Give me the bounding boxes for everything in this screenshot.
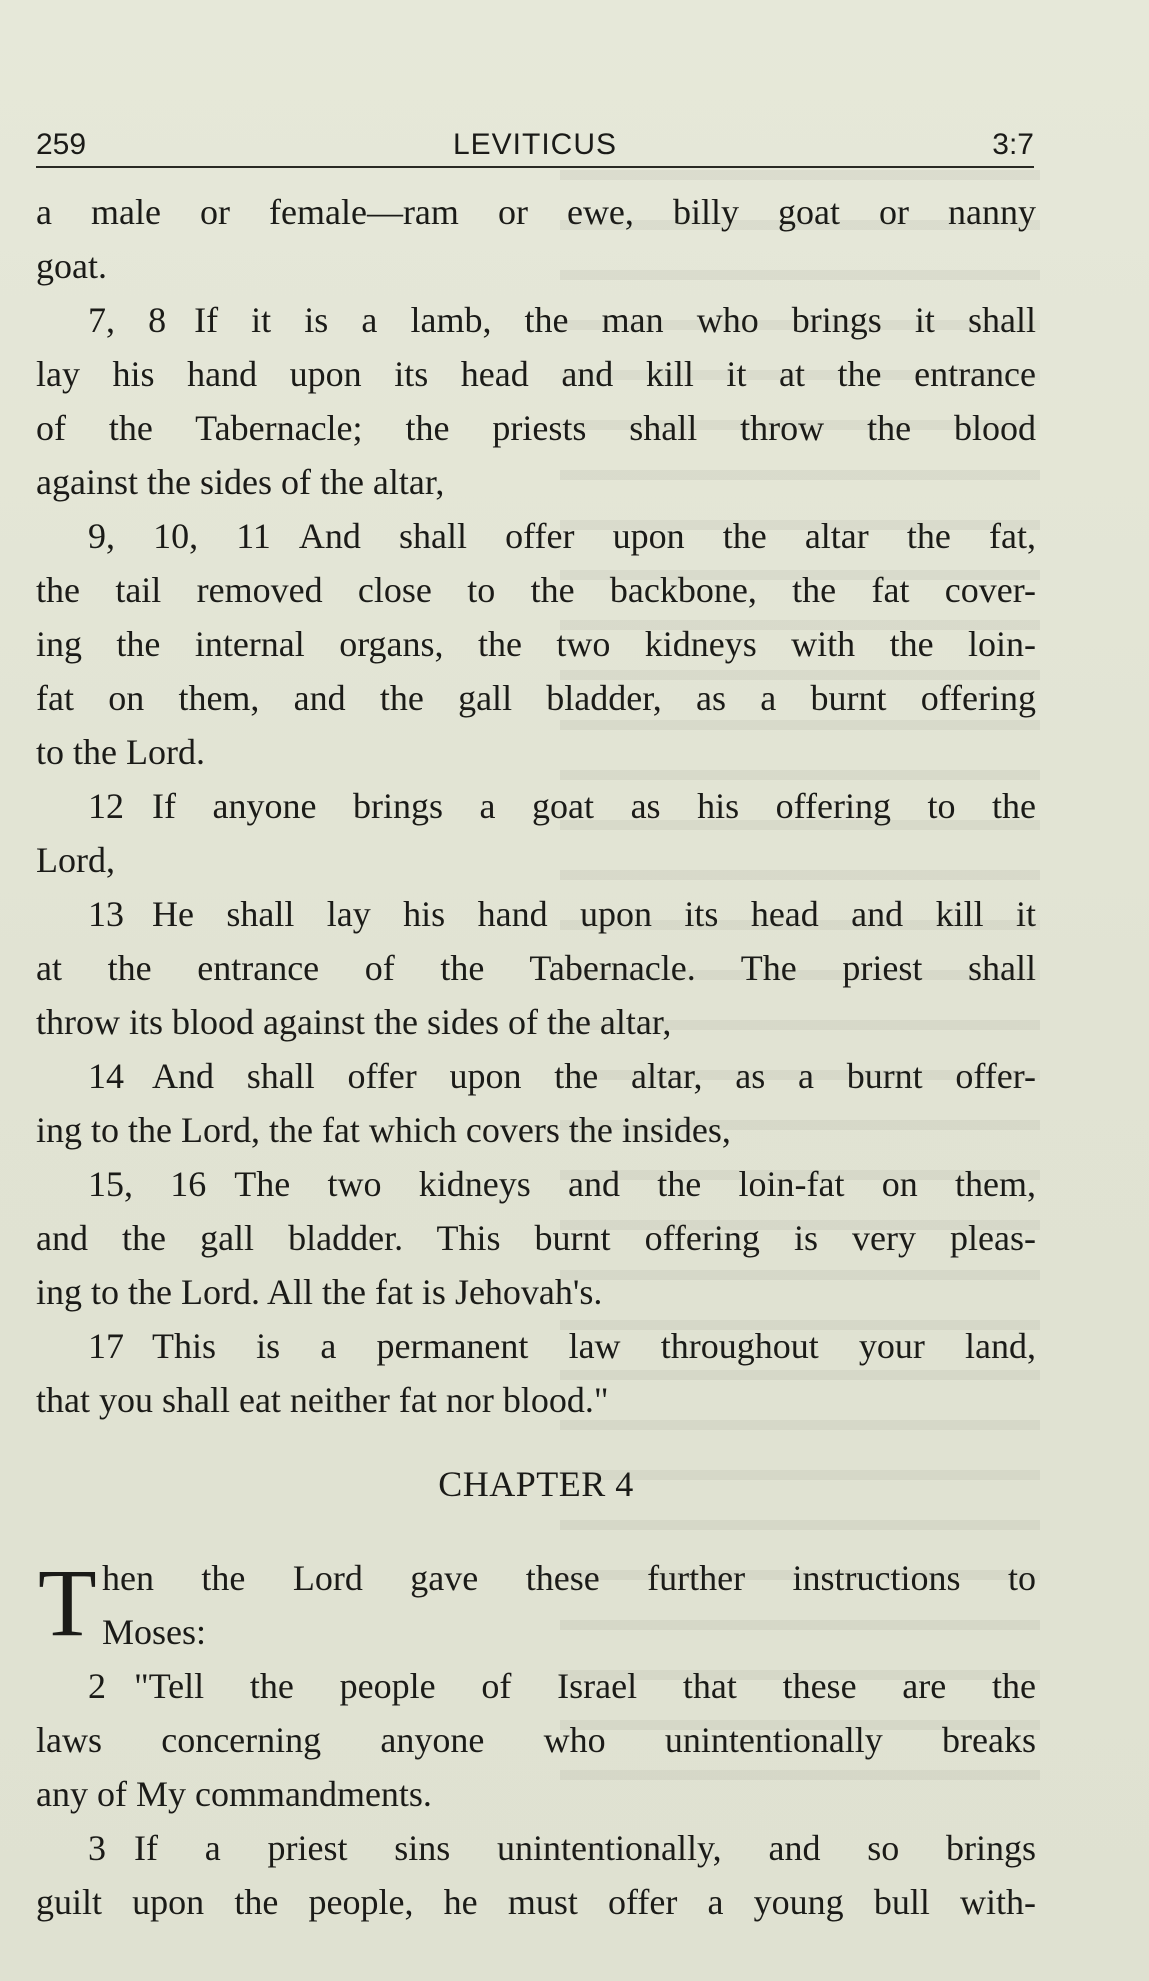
text-line: ing to the Lord. All the fat is Jehovah's.: [36, 1272, 603, 1312]
text-line: [36, 293, 1036, 347]
opening-text: hen the Lord gave these further instructions to: [102, 1558, 1036, 1598]
verse-number: 7, 8: [88, 300, 167, 340]
running-header: [36, 126, 1034, 168]
text-line: [36, 509, 1036, 563]
text-line: any of My commandments.: [36, 1774, 432, 1814]
text-line: lay his hand upon its head and kill it at the entrance: [36, 354, 1036, 394]
verse-number: 2: [88, 1666, 106, 1706]
text-line: the tail removed close to the backbone, the fat cover-: [36, 570, 1036, 610]
verse-text: The two kidneys and the loin-fat on them,: [234, 1164, 1036, 1204]
verse-number: 9, 10, 11: [88, 516, 271, 556]
text-line: [36, 1821, 1036, 1875]
verse-text: This is a permanent law throughout your land,: [152, 1326, 1036, 1366]
chapter-opening-paragraph: [36, 1551, 1036, 1659]
verse-paragraph: [36, 1659, 1036, 1821]
verse-text: If a priest sins unintentionally, and so brings: [134, 1828, 1036, 1868]
text-line: ing the internal organs, the two kidneys with the loin-: [36, 624, 1036, 664]
verse-number: 17: [88, 1326, 124, 1366]
verse-paragraph: [36, 1319, 1036, 1427]
verse-text: And shall offer upon the altar the fat,: [298, 516, 1036, 556]
text-line: against the sides of the altar,: [36, 462, 445, 502]
text-line: [36, 887, 1036, 941]
text-line: throw its blood against the sides of the altar,: [36, 1002, 672, 1042]
drop-cap: T: [38, 1549, 97, 1656]
verse-paragraph: [36, 1049, 1036, 1157]
verse-number: 3: [88, 1828, 106, 1868]
text-line: laws concerning anyone who unintentionally breaks: [36, 1720, 1036, 1760]
book-title: LEVITICUS: [452, 128, 618, 161]
verse-number: 13: [88, 894, 124, 934]
text-line: to the Lord.: [36, 732, 205, 772]
verse-paragraph: [36, 1821, 1036, 1929]
text-line: a male or female—ram or ewe, billy goat or nanny: [36, 192, 1036, 232]
verse-paragraph: [36, 293, 1036, 509]
verse-number: 15, 16: [88, 1164, 207, 1204]
verse-paragraph: [36, 779, 1036, 887]
paragraph-continuation: [36, 185, 1036, 293]
verse-text: If anyone brings a goat as his offering to the: [152, 786, 1036, 826]
verse-paragraph: [36, 1157, 1036, 1319]
text-line: [36, 1157, 1036, 1211]
verse-text: If it is a lamb, the man who brings it shall: [194, 300, 1036, 340]
text-line: goat.: [36, 246, 107, 286]
page-number: 259: [36, 128, 87, 161]
text-line: and the gall bladder. This burnt offering is very pleas-: [36, 1218, 1036, 1258]
text-line: that you shall eat neither fat nor blood.": [36, 1380, 609, 1420]
text-line: [36, 1659, 1036, 1713]
chapter-verse-reference: 3:7: [992, 128, 1034, 161]
chapter-heading: CHAPTER 4: [438, 1464, 634, 1504]
text-line: [36, 1049, 1036, 1103]
verse-number: 12: [88, 786, 124, 826]
verse-paragraph: [36, 509, 1036, 779]
text-line: Moses:: [102, 1612, 207, 1652]
text-line: at the entrance of the Tabernacle. The priest shall: [36, 948, 1036, 988]
verse-text: He shall lay his hand upon its head and kill it: [152, 894, 1036, 934]
text-line: guilt upon the people, he must offer a young bull with-: [36, 1882, 1036, 1922]
text-line: ing to the Lord, the fat which covers the insides,: [36, 1110, 731, 1150]
verse-paragraph: [36, 887, 1036, 1049]
text-line: [36, 1319, 1036, 1373]
text-line: [36, 779, 1036, 833]
text-line: of the Tabernacle; the priests shall throw the blood: [36, 408, 1036, 448]
verse-number: 14: [88, 1056, 124, 1096]
body-text: [36, 185, 1036, 1929]
text-line: Lord,: [36, 840, 115, 880]
verse-text: And shall offer upon the altar, as a burnt offer-: [152, 1056, 1036, 1096]
verse-text: "Tell the people of Israel that these are the: [134, 1666, 1036, 1706]
text-line: fat on them, and the gall bladder, as a burnt offering: [36, 678, 1036, 718]
